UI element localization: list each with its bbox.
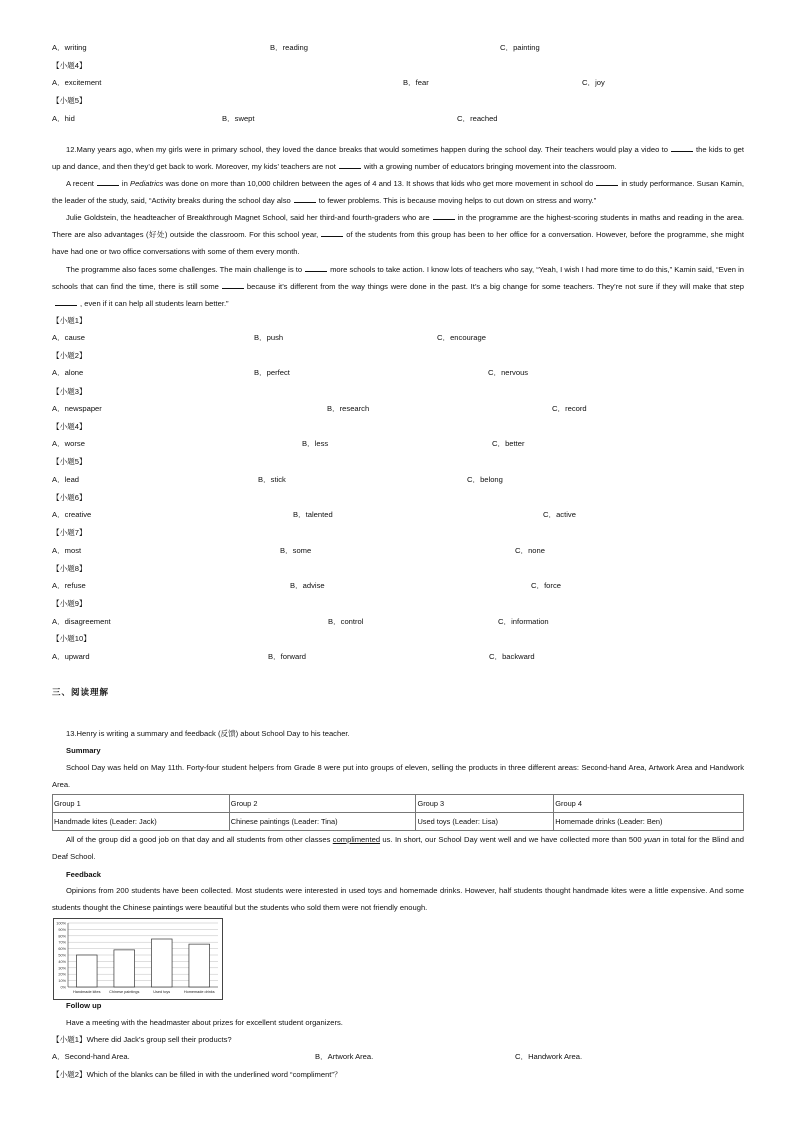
q12-2-label: 【小题2】 bbox=[52, 351, 87, 360]
blank-1 bbox=[671, 144, 693, 152]
q12-1-label: 【小题1】 bbox=[52, 316, 87, 325]
q12-10-option-b: B．forward bbox=[268, 652, 306, 661]
q12-5-option-b: B．stick bbox=[258, 475, 286, 484]
q11-4-option-a: A．excitement bbox=[52, 78, 102, 87]
opinion-bar-chart bbox=[53, 918, 223, 1000]
q11-3-option-b: B．reading bbox=[270, 43, 308, 52]
feedback-heading: Feedback bbox=[66, 870, 102, 879]
table-cell: Group 4 bbox=[554, 795, 744, 813]
chart-x-tick-label: Handmade kites bbox=[73, 990, 101, 994]
table-cell: Used toys (Leader: Lisa) bbox=[416, 813, 554, 831]
blank-8 bbox=[305, 264, 327, 272]
chart-y-tick-label: 90% bbox=[58, 927, 66, 932]
q12-7-option-c: C．none bbox=[515, 546, 545, 555]
table-cell: Chinese paintings (Leader: Tina) bbox=[229, 813, 416, 831]
summary-text: School Day was held on May 11th. Forty-four student helpers from Grade 8 were put into groups of eleven, selling the products in three different areas: Second-hand Area, Artwork Area and Handwork Area. bbox=[52, 763, 744, 790]
chart-svg bbox=[54, 919, 222, 999]
q13-1-option-a: A．Second-hand Area. bbox=[52, 1052, 130, 1061]
chart-bar bbox=[114, 950, 135, 987]
chart-y-tick-label: 30% bbox=[58, 966, 66, 971]
q12-5-option-c: C．belong bbox=[467, 475, 503, 484]
q13-intro: 13.Henry is writing a summary and feedback (反馈) about School Day to his teacher. bbox=[66, 729, 350, 738]
chart-y-tick-label: 60% bbox=[58, 947, 66, 952]
followup-heading: Follow up bbox=[66, 1001, 102, 1010]
table-cell: Handmade kites (Leader: Jack) bbox=[53, 813, 230, 831]
chart-bar bbox=[189, 944, 210, 987]
q12-paragraph-3: Julie Goldstein, the headteacher of Breakthrough Magnet School, said her third-and fourth-graders who are in the programme are the highest-scoring students in maths and reading in the area. There are also advantages (好处) outside the classroom. For this school year, of the students from this group has been to her office for a conversation. However, before the programme, she might have had one or two office conversations with some of them every month. bbox=[52, 213, 744, 257]
chart-y-tick-label: 100% bbox=[56, 921, 66, 926]
blank-6 bbox=[433, 212, 455, 220]
chart-y-tick-label: 80% bbox=[58, 934, 66, 939]
chart-y-tick-label: 10% bbox=[58, 979, 66, 984]
chart-y-tick-label: 0% bbox=[60, 985, 66, 990]
q12-4-option-a: A．worse bbox=[52, 439, 85, 448]
q12-5-label: 【小题5】 bbox=[52, 457, 87, 466]
underlined-word: complimented bbox=[332, 835, 381, 844]
q12-9-option-a: A．disagreement bbox=[52, 617, 111, 626]
chart-y-tick-label: 70% bbox=[58, 940, 66, 945]
chart-y-tick-label: 20% bbox=[58, 972, 66, 977]
q11-3-option-c: C．painting bbox=[500, 43, 540, 52]
q12-7-option-b: B．some bbox=[280, 546, 312, 555]
q11-4-option-c: C．joy bbox=[582, 78, 605, 87]
table-row bbox=[53, 813, 744, 831]
blank-3 bbox=[97, 178, 119, 186]
q12-6-option-b: B．talented bbox=[293, 510, 333, 519]
blank-9 bbox=[222, 281, 244, 289]
q12-6-option-c: C．active bbox=[543, 510, 576, 519]
q12-7-option-a: A．most bbox=[52, 546, 82, 555]
q12-2-option-c: C．nervous bbox=[488, 368, 529, 377]
q12-9-option-c: C．information bbox=[498, 617, 549, 626]
q12-6-label: 【小题6】 bbox=[52, 493, 87, 502]
q12-8-option-b: B．advise bbox=[290, 581, 325, 590]
q13-2-stem: 【小题2】Which of the blanks can be filled in with the underlined word “compliment”？ bbox=[52, 1070, 342, 1079]
table-cell: Group 2 bbox=[229, 795, 416, 813]
q12-6-option-a: A．creative bbox=[52, 510, 92, 519]
chart-x-tick-label: Chinese paintings bbox=[109, 990, 140, 994]
q12-paragraph-1: 12.Many years ago, when my girls were in primary school, they loved the dance breaks that would sometimes happen during the school day. Their teachers would play a video to the kids to get up and dance, and then they’d get back to work. Moreover, my kids’ teachers are not with a growing number of educators bringing movement into the classroom. bbox=[52, 145, 744, 172]
q12-3-option-a: A．newspaper bbox=[52, 404, 102, 413]
chart-x-tick-label: Homemade drinks bbox=[183, 990, 215, 994]
table-cell: Homemade drinks (Leader: Ben) bbox=[554, 813, 744, 831]
q12-10-option-a: A．upward bbox=[52, 652, 90, 661]
q11-5-option-b: B．swept bbox=[222, 114, 255, 123]
q12-9-label: 【小题9】 bbox=[52, 599, 87, 608]
q12-1-option-b: B．push bbox=[254, 333, 284, 342]
blank-4 bbox=[596, 178, 618, 186]
q12-8-option-c: C．force bbox=[531, 581, 561, 590]
q11-5-option-a: A．hid bbox=[52, 114, 75, 123]
q12-paragraph-4: The programme also faces some challenges. The main challenge is to more schools to take action. I know lots of teachers who say, “Yeah, I wish I had more time to do this,” Kamin said, “Even in schools that can find the time, there is still some because it’s different from the way things were done in the past. It’s a big change for some teachers. They’re not sure if they will make that step, even if it can help all students learn better.” bbox=[52, 265, 744, 309]
summary-heading: Summary bbox=[66, 746, 101, 755]
q12-10-label: 【小题10】 bbox=[52, 634, 91, 643]
q12-1-option-c: C．encourage bbox=[437, 333, 486, 342]
table-cell: Group 1 bbox=[53, 795, 230, 813]
q12-paragraph-2: A recent in Pediatrics was done on more than 10,000 children between the ages of 4 and 13. It shows that kids who get more movement in school do in study performance. Susan Kamin, the leader of the study, said, “Activity breaks during the school day also to fewer problems. This is because moving helps to cut down on stress and worry.” bbox=[52, 179, 744, 206]
blank-5 bbox=[294, 195, 316, 203]
q12-2-option-b: B．perfect bbox=[254, 368, 290, 377]
blank-2 bbox=[339, 161, 361, 169]
q13-1-option-b: B．Artwork Area. bbox=[315, 1052, 374, 1061]
after-table-text: All of the group did a good job on that day and all students from other classes complimented us. In short, our School Day went well and we have collected more than 500 yuan in total for the Blind and Deaf School. bbox=[52, 835, 744, 862]
q12-4-label: 【小题4】 bbox=[52, 422, 87, 431]
chart-bar bbox=[76, 955, 97, 987]
q12-3-option-b: B．research bbox=[327, 404, 370, 413]
q11-4-option-b: B．fear bbox=[403, 78, 429, 87]
groups-table bbox=[52, 794, 744, 831]
q12-3-label: 【小题3】 bbox=[52, 387, 87, 396]
q12-2-option-a: A．alone bbox=[52, 368, 84, 377]
q12-1-option-a: A．cause bbox=[52, 333, 85, 342]
table-cell: Group 3 bbox=[416, 795, 554, 813]
q12-7-label: 【小题7】 bbox=[52, 528, 87, 537]
q12-4-option-b: B．less bbox=[302, 439, 329, 448]
q12-3-option-c: C．record bbox=[552, 404, 587, 413]
chart-x-tick-label: Used toys bbox=[153, 990, 171, 994]
q13-1-stem: 【小题1】Where did Jack’s group sell their products? bbox=[52, 1035, 232, 1044]
q11-4-label: 【小题4】 bbox=[52, 61, 87, 70]
q12-5-option-a: A．lead bbox=[52, 475, 80, 484]
q13-1-option-c: C．Handwork Area. bbox=[515, 1052, 583, 1061]
chart-bar bbox=[151, 939, 172, 987]
q12-4-option-c: C．better bbox=[492, 439, 525, 448]
q12-10-option-c: C．backward bbox=[489, 652, 535, 661]
followup-text: Have a meeting with the headmaster about prizes for excellent student organizers. bbox=[66, 1018, 343, 1027]
q12-8-label: 【小题8】 bbox=[52, 564, 87, 573]
table-row bbox=[53, 795, 744, 813]
chart-y-tick-label: 50% bbox=[58, 953, 66, 958]
q12-9-option-b: B．control bbox=[328, 617, 364, 626]
blank-7 bbox=[321, 229, 343, 237]
chart-y-tick-label: 40% bbox=[58, 959, 66, 964]
q11-3-option-a: A．writing bbox=[52, 43, 87, 52]
section-heading: 三、阅读理解 bbox=[52, 688, 110, 698]
q11-5-option-c: C．reached bbox=[457, 114, 498, 123]
q12-8-option-a: A．refuse bbox=[52, 581, 86, 590]
blank-10 bbox=[55, 298, 77, 306]
feedback-text: Opinions from 200 students have been collected. Most students were interested in used toys and homemade drinks. However, half students thought handmade kites were a little expensive. And some students thought the Chinese paintings were beautiful but the students who sold them were not friendly enough. bbox=[52, 886, 744, 913]
q11-5-label: 【小题5】 bbox=[52, 96, 87, 105]
